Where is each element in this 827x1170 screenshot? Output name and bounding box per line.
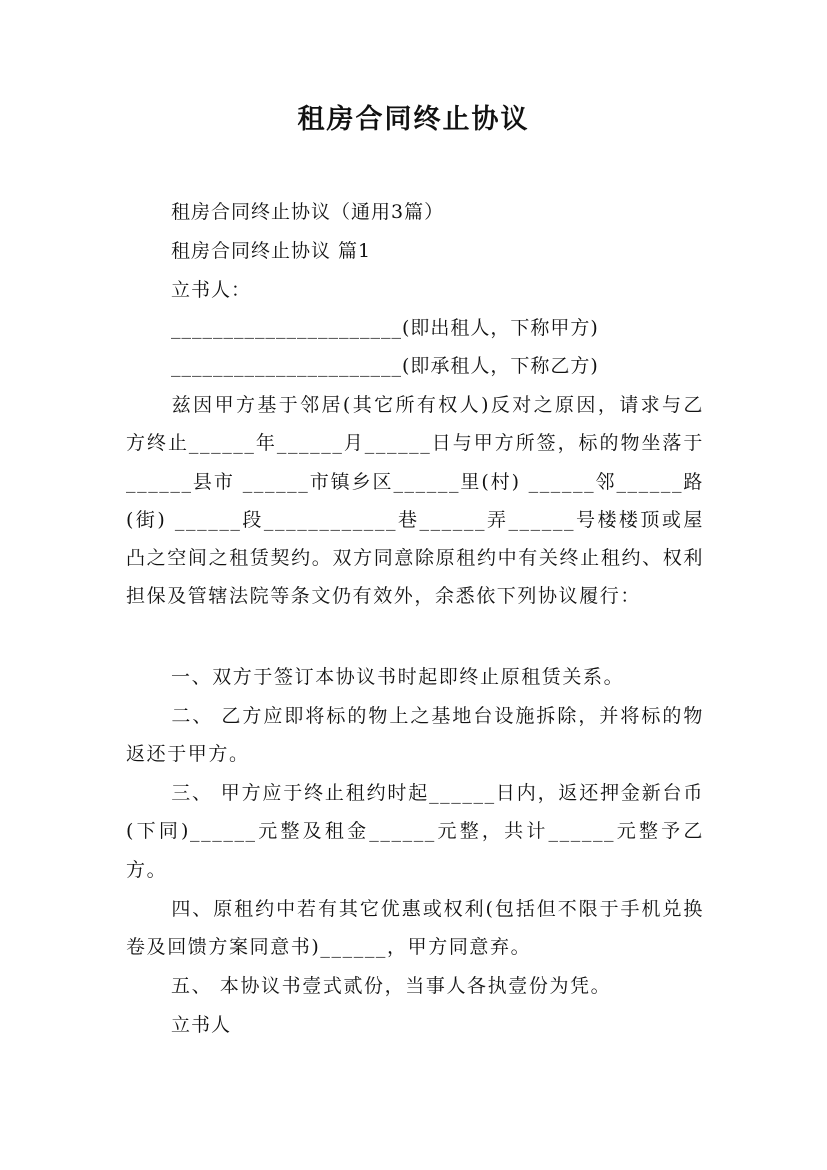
intro-paragraph-text: 兹因甲方基于邻居(其它所有权人)反对之原因，请求与乙方终止______年______月______日与甲方所签，标的物坐落于______县市 ______市镇乡区______里(村) ______邻______路(街) ______段____________巷______弄______号楼楼顶或屋凸之空间之租赁契约。双方同意除原租约中有关终止租约、权利担保及管辖法院等条文仍有效外，余悉依下列协议履行： [126,394,704,608]
document-title: 租房合同终止协议 [297,104,530,135]
clause-3 [126,774,704,889]
section-heading: 租房合同终止协议 篇1 [171,240,372,262]
closing-label: 立书人 [171,1014,232,1036]
clause-2 [126,697,704,774]
lessee-line: ______________________(即承租人，下称乙方) [171,355,599,377]
clause-5-text: 五、 本协议书壹式贰份，当事人各执壹份为凭。 [171,975,612,997]
lessor-line: ______________________(即出租人，下称甲方) [171,317,599,339]
document-subtitle: 租房合同终止协议（通用3篇） [171,201,445,223]
clause-2-text: 二、 乙方应即将标的物上之基地台设施拆除，并将标的物返还于甲方。 [126,705,704,766]
intro-paragraph [126,386,704,616]
clause-1 [126,658,704,696]
clause-5 [126,967,704,1005]
clause-4 [126,890,704,967]
writer-label: 立书人： [171,279,252,301]
clause-4-text: 四、原租约中若有其它优惠或权利(包括但不限于手机兑换卷及回馈方案同意书)______，甲方同意弃。 [126,898,704,959]
clause-3-text: 三、 甲方应于终止租约时起______日内，返还押金新台币(下同)______元整及租金______元整，共计______元整予乙方。 [126,782,704,881]
clause-1-text: 一、双方于签订本协议书时起即终止原租赁关系。 [171,666,625,688]
